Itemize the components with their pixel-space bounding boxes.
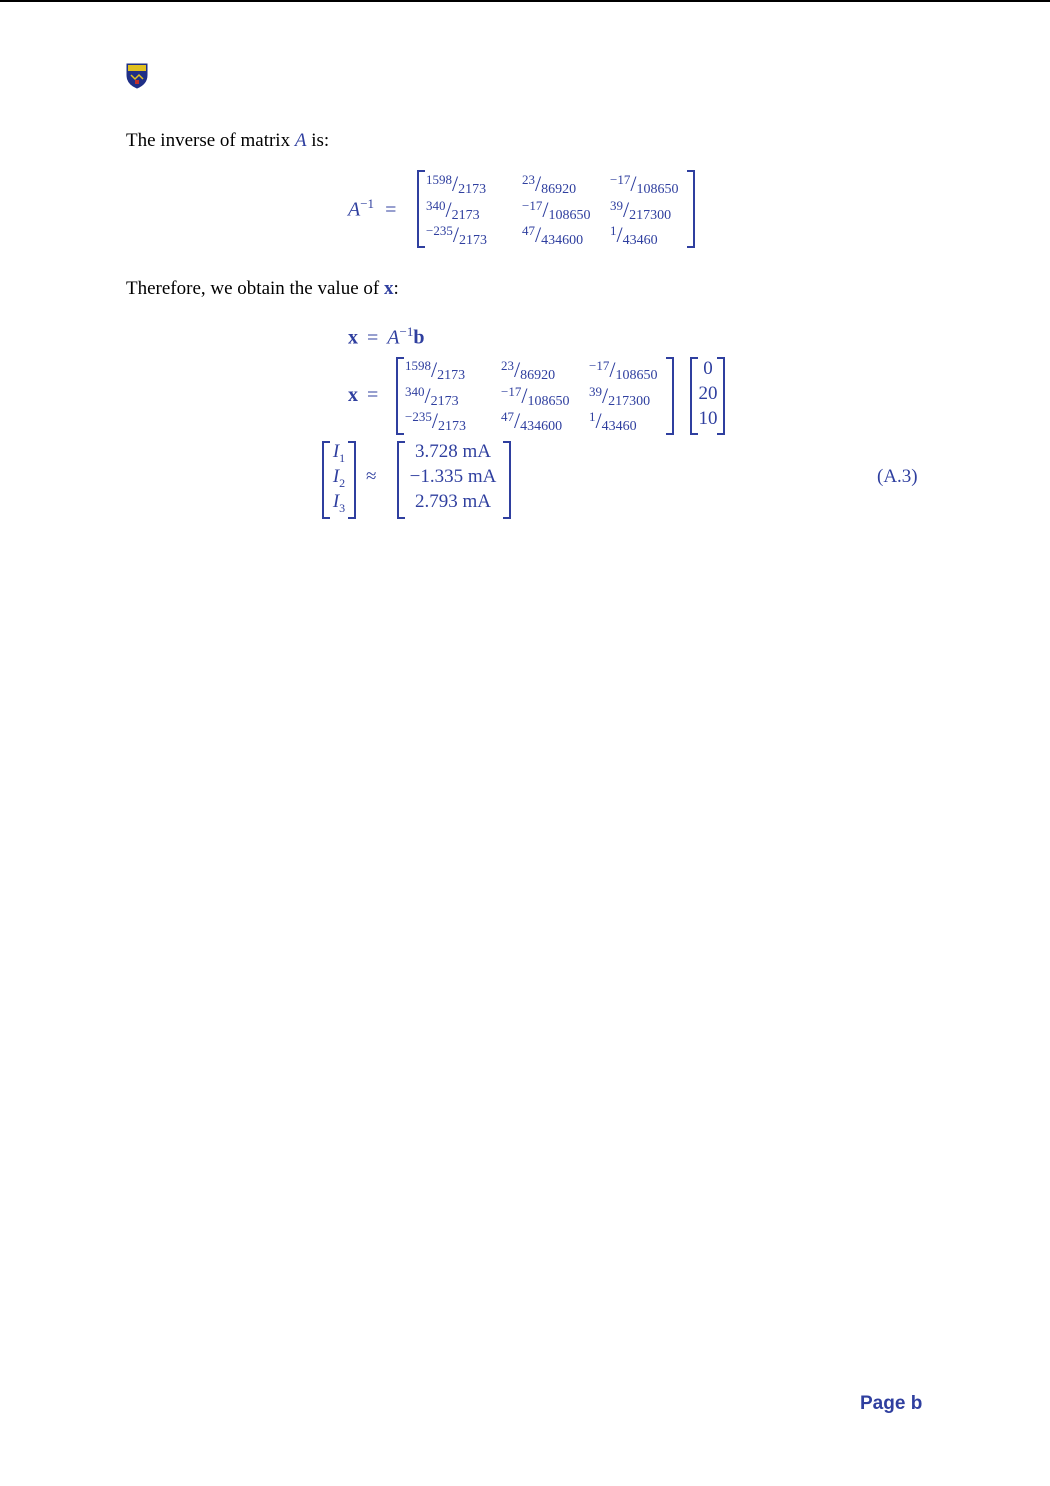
inverse-fraction-slash: / (630, 171, 637, 196)
inverse2-denominator: 2173 (430, 394, 459, 409)
inverse-fraction-slash: / (542, 197, 549, 222)
inverse-numerator: −235 (426, 223, 453, 238)
inverse2-fraction-slash: / (431, 408, 438, 433)
therefore-var: x (383, 278, 394, 299)
matrix2-bracket-right (666, 357, 674, 435)
inverse2-fraction-slash: / (424, 383, 431, 408)
inverse2-denominator: 108650 (615, 368, 658, 383)
inverse2-denominator: 86920 (520, 368, 556, 383)
inverse-cell-1-2 (610, 196, 671, 222)
page-footer: Page b (860, 1393, 923, 1414)
equation-number: (A.3) (877, 466, 918, 487)
inverse-fraction-slash: / (623, 197, 630, 222)
result-2: −1.335 mA (409, 466, 497, 487)
inverse-numerator: 340 (426, 198, 446, 213)
equation2-lhs: x = (348, 384, 379, 406)
inverse2-fraction-slash: / (514, 408, 521, 433)
inverse-cell-0-1 (522, 170, 576, 196)
inverse2-cell-1-2 (589, 382, 650, 408)
intro-var: A (294, 130, 307, 151)
inverse-cell-2-0 (426, 221, 487, 247)
inverse-fraction-slash: / (445, 197, 452, 222)
intro-sentence (126, 130, 329, 152)
inverse2-cell-1-1 (501, 382, 569, 408)
inverse2-denominator: 2173 (437, 368, 466, 383)
approx-sign: ≈ (366, 466, 377, 487)
inverse-fraction-slash: / (452, 222, 459, 247)
b-vector-2: 10 (698, 408, 718, 429)
inverse2-numerator: 23 (501, 358, 514, 373)
inverse2-numerator: 1598 (405, 358, 431, 373)
inverse2-numerator: 1 (589, 409, 596, 424)
matrix2-bracket-left (396, 357, 404, 435)
inverse-bracket-left (417, 170, 425, 248)
inverse-denominator: 217300 (629, 208, 672, 223)
inverse2-fraction-slash: / (609, 357, 616, 382)
current-3: $I_3$ (332, 491, 346, 515)
b-vector-0: 0 (703, 358, 713, 379)
inverse2-denominator: 434600 (520, 419, 563, 434)
inverse-fraction-slash: / (535, 171, 542, 196)
inverse2-denominator: 2173 (437, 419, 466, 434)
inverse-cell-1-1 (522, 196, 590, 222)
inverse2-fraction-slash: / (595, 408, 602, 433)
inverse-cell-0-2 (610, 170, 678, 196)
inverse-numerator: 39 (610, 198, 623, 213)
inverse-fraction-slash: / (535, 222, 542, 247)
top-rule (0, 0, 1050, 2)
inverse2-cell-2-2 (589, 407, 637, 433)
therefore-sentence (126, 278, 399, 300)
inverse2-cell-0-0 (405, 356, 465, 382)
inverse-cell-2-1 (522, 221, 583, 247)
inverse-cell-0-0 (426, 170, 486, 196)
inverse-denominator: 2173 (458, 182, 487, 197)
inverse2-fraction-slash: / (521, 383, 528, 408)
inverse-numerator: −17 (610, 172, 631, 187)
inverse-denominator: 86920 (541, 182, 577, 197)
intro-text: The inverse of matrix (126, 130, 291, 151)
inverse2-denominator: 43460 (601, 419, 637, 434)
inverse2-numerator: −235 (405, 409, 432, 424)
inverse2-fraction-slash: / (602, 383, 609, 408)
inverse-numerator: 47 (522, 223, 535, 238)
inverse2-cell-2-1 (501, 407, 562, 433)
inverse-cell-2-2 (610, 221, 658, 247)
inverse2-denominator: 217300 (608, 394, 651, 409)
inverse-lhs: $A^{-1}$ = (348, 196, 397, 221)
inverse-numerator: 1 (610, 223, 617, 238)
inverse-denominator: 108650 (548, 208, 591, 223)
inverse-numerator: 23 (522, 172, 535, 187)
current-1: $I_1$ (332, 441, 346, 465)
inverse-cell-1-0 (426, 196, 480, 222)
therefore-suffix: : (393, 278, 399, 299)
inverse-numerator: −17 (522, 198, 543, 213)
inverse-denominator: 43460 (622, 233, 658, 248)
crest-logo (126, 63, 148, 89)
result-1: 3.728 mA (415, 441, 491, 462)
result-3: 2.793 mA (415, 491, 491, 512)
b-vector-1: 20 (698, 383, 718, 404)
inverse2-numerator: −17 (501, 384, 522, 399)
inverse-denominator: 434600 (541, 233, 584, 248)
intro-suffix: is: (311, 130, 330, 151)
equation-x-ainv-b: $x = A^{-1}b$ (348, 324, 425, 349)
inverse-numerator: 1598 (426, 172, 452, 187)
inverse-denominator: 2173 (451, 208, 480, 223)
inverse2-fraction-slash: / (514, 357, 521, 382)
inverse2-numerator: 340 (405, 384, 425, 399)
inverse2-cell-0-2 (589, 356, 657, 382)
inverse-bracket-right (687, 170, 695, 248)
inverse2-numerator: −17 (589, 358, 610, 373)
inverse2-cell-1-0 (405, 382, 459, 408)
inverse-denominator: 2173 (458, 233, 487, 248)
inverse-fraction-slash: / (452, 171, 459, 196)
current-2: $I_2$ (332, 466, 346, 490)
inverse-denominator: 108650 (636, 182, 679, 197)
inverse2-fraction-slash: / (431, 357, 438, 382)
inverse2-numerator: 39 (589, 384, 602, 399)
inverse-fraction-slash: / (616, 222, 623, 247)
inverse2-numerator: 47 (501, 409, 514, 424)
inverse2-cell-2-0 (405, 407, 466, 433)
inverse2-cell-0-1 (501, 356, 555, 382)
inverse2-denominator: 108650 (527, 394, 570, 409)
therefore-text: Therefore, we obtain the value of (126, 278, 380, 299)
